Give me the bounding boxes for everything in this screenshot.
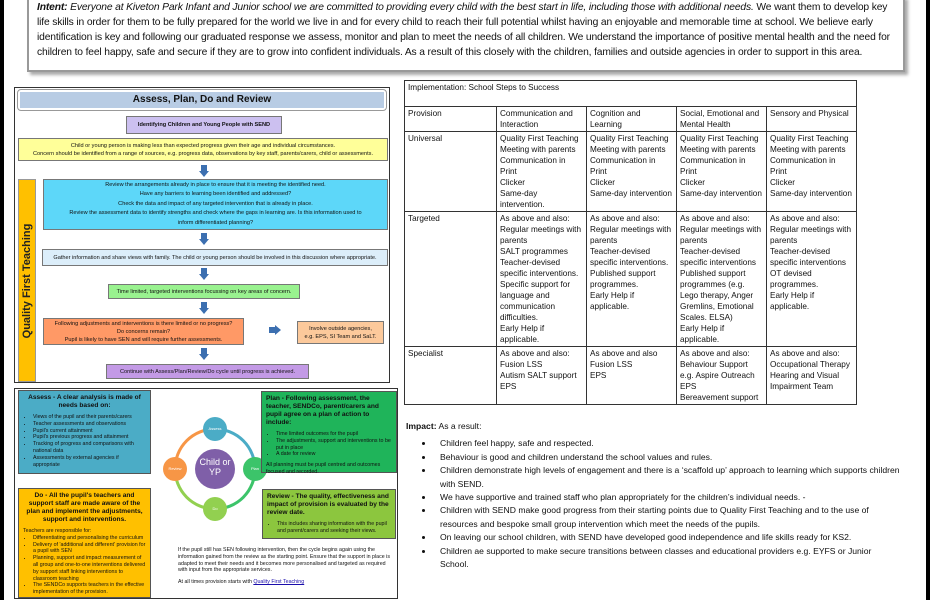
flow-title: Assess, Plan, Do and Review: [20, 92, 384, 108]
concern-line: Child or young person is making less than expected progress given their age and individual circumstances.: [70, 142, 336, 149]
table-header: Cognition and Learning: [587, 107, 677, 132]
assess-item: • Pupil's previous progress and attainment: [33, 434, 146, 441]
table-cell: Quality First Teaching Meeting with parents Communication in Print Clicker Same-day intervention.: [497, 132, 587, 212]
plan-note: All planning must be pupil centred and outcomes focused and recorded.: [266, 462, 381, 475]
intent-box: [27, 0, 905, 72]
review-title: Review - The quality, effectiveness and impact of provision is evaluated by the review date.: [267, 493, 389, 516]
following-line: Pupil is likely to have SEN and will require further assessments.: [64, 336, 223, 343]
flow-title-frame: [17, 89, 387, 111]
review-item: • This includes sharing information with the pupil and parent/carers and seeking their views.: [277, 521, 391, 535]
do-item: • Delivery of 'additional and different' provision for a pupil with SEN: [33, 542, 146, 556]
table-header: Communication and Interaction: [497, 107, 587, 132]
table-row-universal: [405, 132, 857, 212]
impact-section: [406, 420, 901, 571]
cycle-footer: [178, 547, 393, 586]
table-row-targeted: [405, 212, 857, 347]
review-box: [262, 489, 396, 539]
impact-item: • Behaviour is good and children understand the school values and rules.: [434, 451, 901, 464]
impact-item: • Children ae supported to make secure transitions between classes and educational providers e.g. EYFS or Junior School.: [434, 545, 901, 572]
table-cell: As above and also: Regular meetings with parents SALT programmes Teacher-devised specific interventions. Specific support for language and communication difficulties. Early Help if applicable.: [497, 212, 587, 347]
intent-italic-text: Everyone at Kiveton Park Infant and Junior school we are committed to providing every child with the best start in life, including those with additional needs.: [70, 2, 754, 13]
assess-item: • Assessments by external agencies if appropriate: [33, 455, 146, 469]
impact-item: • Children feel happy, safe and respected.: [434, 437, 901, 450]
page-border-right: [926, 0, 930, 600]
right-arrow-icon: [269, 325, 281, 335]
down-arrow-icon: [199, 165, 209, 177]
impact-item: • Children with SEND make good progress from their starting points due to Quality First Teaching and to the use of resources and bespoke small group intervention which meet the needs of the pupils.: [434, 504, 901, 531]
implementation-table: [404, 80, 857, 405]
agencies-line: e.g. EPS, SI Team and SaLT.: [304, 333, 377, 340]
review-line: Have any barriers to learning been identified and addressed?: [139, 191, 292, 198]
review-line: Check the data and impact of any targeted intervention that is already in place.: [118, 200, 313, 207]
intent-text: We want them to develop key life skills in order for them to be fully prepared for the world we live in and for every child to reach their full potential whilst having an enjoyable and memorable time at school. We believe early identification is key and following our graduated response we assess, monitor and plan to meet the needs of all children. We understand the importance of positive mental health and the need for children to feel happy, safe and secure if they are to grow into confident individuals. As a result of this closely with the children, families and outside agencies in order to support in this area.: [37, 2, 890, 58]
continue-cycle-box: Continue with Assess/Plan/Review/Do cycle until progress is achieved.: [106, 364, 309, 379]
cycle-footer-text: If the pupil still has SEN following intervention, then the cycle begins again using the information gained from the review as the starting point. Ensure that the support in place is adapted to meet their needs and it becomes more personalised and targeted as required with input from the appropriate services.: [178, 547, 390, 574]
table-cell: As above and also: Behaviour Support e.g. Aspire Outreach EPS Bereavement support: [677, 347, 767, 405]
table-title: Implementation: School Steps to Success: [405, 81, 857, 107]
table-cell: As above and also: Regular meetings with parents Teacher-devised specific interventions Published support programmes (e.g. Lego therapy, Anger Gremlins, Emotional Scales. ELSA) Early Help if applicable.: [677, 212, 767, 347]
following-adjustments-box: [43, 318, 244, 345]
table-cell: Quality First Teaching Meeting with parents Communication in Print Clicker Same-day intervention: [767, 132, 857, 212]
table-header: Social, Emotional and Mental Health: [677, 107, 767, 132]
down-arrow-icon: [199, 348, 209, 360]
table-header: Sensory and Physical: [767, 107, 857, 132]
down-arrow-icon: [199, 233, 209, 245]
table-row-label: Specialist: [405, 347, 497, 405]
table-cell: As above and also Fusion LSS EPS: [587, 347, 677, 405]
cycle-diagram: [14, 388, 398, 599]
do-item: • The SENDCo supports teachers in the effective implementation of the provision.: [33, 582, 146, 596]
do-title: Do - All the pupil's teachers and support staff are made aware of the plan and implement the adjustments, support and interventions.: [26, 492, 143, 523]
node-review: Review: [163, 457, 187, 481]
assess-title: Assess - A clear analysis is made of needs based on:: [28, 394, 141, 409]
table-cell: As above and also: Regular meetings with parents Teacher-devised specific interventions OT devised programmes. Early Help if applicable.: [767, 212, 857, 347]
review-line: Review the arrangements already in place to ensure that it is meeting the identified need.: [105, 181, 326, 188]
do-item: • Planning, support and impact measurement of all group and one-to-one interventions delivered by support staff linking interventions to classroom teaching: [33, 555, 146, 582]
plan-title: Plan - Following assessment, the teacher, SENDCo, parent/carers and pupil agree on a plan of action to include:: [266, 395, 379, 426]
assess-item: • Views of the pupil and their parents/carers: [33, 414, 146, 421]
intent-label: Intent:: [37, 2, 68, 13]
impact-intro: As a result:: [436, 421, 482, 431]
quality-first-teaching-bar: [18, 179, 36, 382]
table-cell: As above and also: Regular meetings with parents Teacher-devised specific interventions. Published support programmes. Early Help if applicable.: [587, 212, 677, 347]
plan-box: [261, 391, 397, 473]
node-plan: Plan: [243, 457, 267, 481]
plan-item: • Time limited outcomes for the pupil: [276, 431, 392, 438]
do-box: [18, 488, 151, 598]
time-limited-box: Time limited, targeted interventions focussing on key areas of concern.: [108, 284, 300, 299]
gather-info-box: Gather information and share views with family. The child or young person should be involved in this discussion where appropriate.: [42, 249, 388, 266]
assess-item: • Pupil's current attainment: [33, 428, 146, 435]
plan-item: • A date for review: [276, 451, 392, 458]
impact-item: • On leaving our school children, with SEND have developed good independence and life skills ready for KS2.: [434, 531, 901, 544]
impact-label: Impact:: [406, 421, 437, 431]
table-row-specialist: [405, 347, 857, 405]
page-border-left: [0, 0, 4, 600]
assess-plan-do-review-flowchart: [14, 87, 390, 383]
table-row-label: Universal: [405, 132, 497, 212]
assess-item: • Teacher assessments and observations: [33, 421, 146, 428]
following-line: Following adjustments and interventions is there limited or no progress?: [54, 320, 233, 327]
do-item: • Differentiating and personalising the curriculum: [33, 535, 146, 542]
agencies-line: Involve outside agencies,: [309, 325, 372, 332]
plan-item: • The adjustments, support and interventions to be put in place: [276, 438, 392, 452]
table-header: Provision: [405, 107, 497, 132]
assess-item: • Tracking of progress and comparisons with national data: [33, 441, 146, 455]
qft-label: Quality First Teaching: [21, 223, 33, 338]
table-cell: Quality First Teaching Meeting with parents Communication in Print Clicker Same-day intervention: [677, 132, 767, 212]
table-cell: As above and also: Fusion LSS Autism SALT support EPS: [497, 347, 587, 405]
concern-line: Concern should be identified from a range of sources, e.g. progress data, observations by key staff, parents/carers, child or assessments.: [32, 150, 374, 157]
review-arrangements-box: [43, 179, 388, 230]
footer-provision-text: At all times provision starts with: [178, 579, 254, 586]
outside-agencies-box: [297, 321, 384, 344]
assess-box: [18, 390, 151, 474]
concern-box: [18, 138, 388, 161]
quality-first-teaching-link[interactable]: Quality First Teaching: [253, 579, 305, 586]
node-do: Do: [203, 497, 227, 521]
following-line: Do concerns remain?: [116, 328, 171, 335]
impact-item: • We have supportive and trained staff who plan appropriately for the children’s individual needs. -: [434, 491, 901, 504]
table-row-label: Targeted: [405, 212, 497, 347]
do-intro: Teachers are responsible for:: [23, 528, 92, 534]
impact-item: • Children demonstrate high levels of engagement and there is a ‘scaffold up’ approach to learning which supports children with SEND.: [434, 464, 901, 491]
table-cell: Quality First Teaching Meeting with parents Communication in Print Clicker Same-day intervention: [587, 132, 677, 212]
review-line: Review the assessment data to identify strengths and check where the gaps in learning are. Is this information used to inform differentiated planning?: [69, 210, 362, 226]
send-box: Identifying Children and Young People with SEND: [126, 116, 282, 134]
child-or-yp-center: Child or YP: [199, 457, 231, 477]
down-arrow-icon: [199, 268, 209, 280]
node-assess: Assess: [203, 417, 227, 441]
down-arrow-icon: [199, 302, 209, 314]
table-header-row: [405, 107, 857, 132]
table-cell: As above and also: Occupational Therapy Hearing and Visual Impairment Team: [767, 347, 857, 405]
